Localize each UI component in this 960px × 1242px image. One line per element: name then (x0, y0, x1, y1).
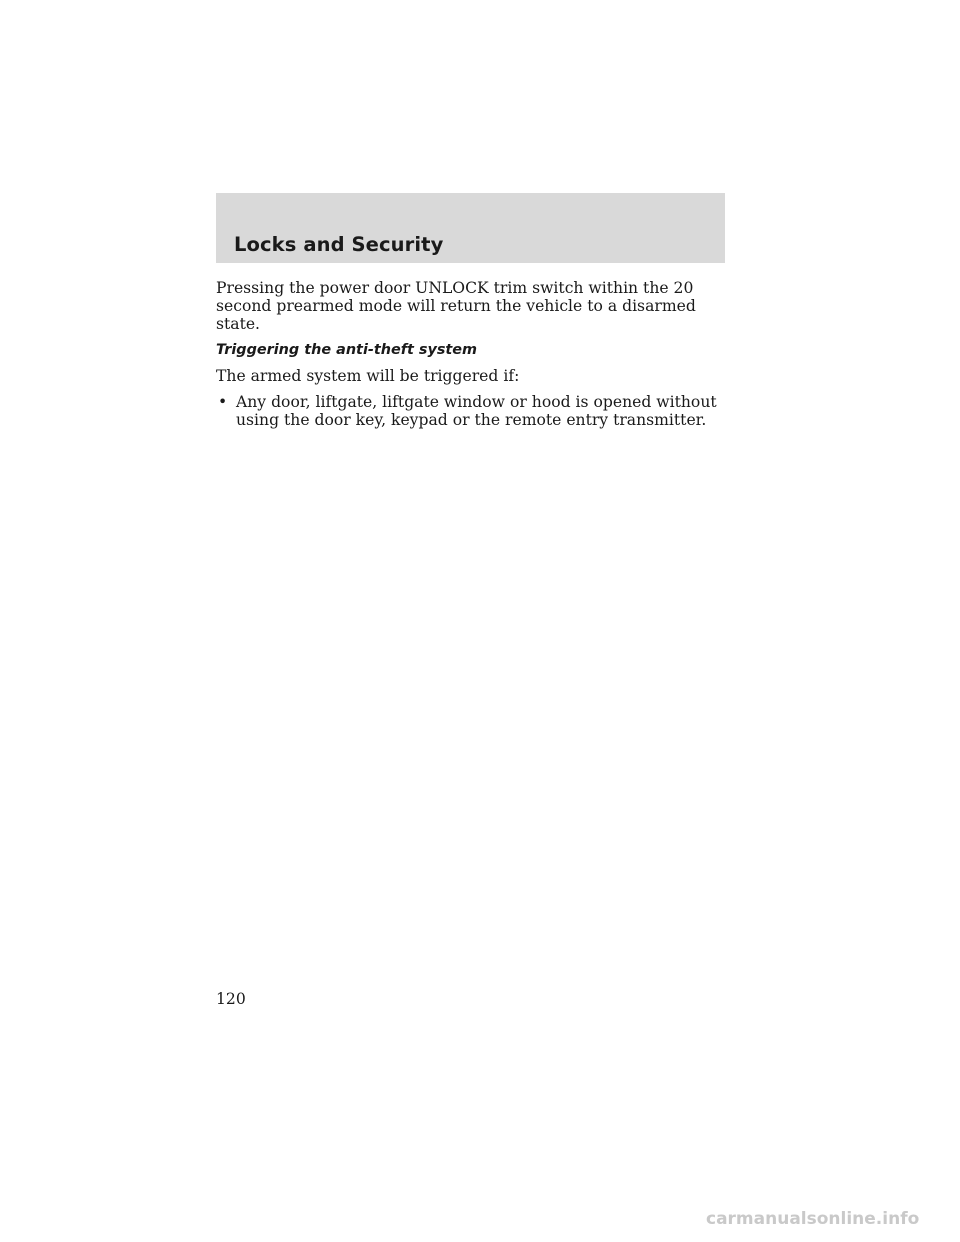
bullet-icon: • (218, 393, 228, 411)
bullet-list (216, 393, 728, 429)
lead-paragraph: The armed system will be triggered if: (216, 367, 520, 385)
subheading: Triggering the anti-theft system (216, 342, 478, 358)
watermark: carmanualsonline.info (706, 1209, 920, 1229)
section-header-band (216, 193, 725, 263)
intro-paragraph: Pressing the power door UNLOCK trim switch within the 20 second prearmed mode will return the vehicle to a disarmed state. (216, 279, 696, 333)
page-content (216, 279, 728, 429)
list-item (216, 393, 728, 429)
list-item-text: Any door, liftgate, liftgate window or hood is opened without using the door key, keypad or the remote entry transmitter. (236, 393, 717, 429)
section-title: Locks and Security (234, 233, 444, 256)
page-number: 120 (216, 990, 246, 1008)
